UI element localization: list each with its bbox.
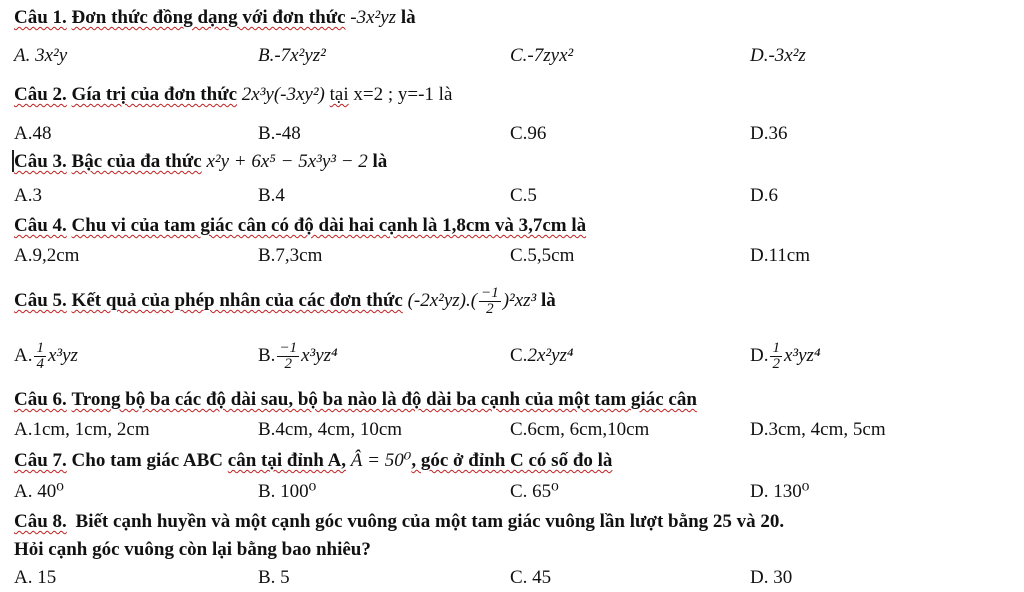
question-6-label: Câu 6. [14, 389, 67, 410]
question-4 [14, 214, 586, 238]
question-6-option-c[interactable]: C.6cm, 6cm,10cm [510, 419, 650, 440]
question-4-option-c[interactable]: C.5,5cm [510, 245, 575, 266]
question-1-option-b[interactable]: B.-7x²yz² [258, 45, 326, 66]
question-5-option-a-num: 1 [36, 340, 44, 357]
question-2-option-a[interactable]: A.48 [14, 123, 52, 144]
question-3-option-a[interactable]: A.3 [14, 185, 42, 206]
question-6-option-b[interactable]: B.4cm, 4cm, 10cm [258, 419, 403, 440]
question-8-label: Câu 8. [14, 511, 67, 532]
question-4-label: Câu 4. [14, 215, 67, 236]
question-1 [14, 6, 416, 30]
question-5-tail: là [541, 290, 556, 311]
question-3-option-d[interactable]: D.6 [750, 185, 778, 206]
question-4-option-b[interactable]: B.7,3cm [258, 245, 323, 266]
question-5-fraction-num: −1 [481, 285, 499, 302]
question-5 [14, 284, 556, 318]
question-5-option-b-num: −1 [279, 340, 298, 357]
question-3-option-c[interactable]: C.5 [510, 185, 537, 206]
question-3-options [0, 184, 1024, 208]
question-8 [14, 510, 784, 534]
question-2-tail: x=2 ; y=-1 là [353, 84, 453, 105]
question-5-option-c[interactable] [510, 338, 574, 374]
question-8-options [0, 566, 1024, 590]
question-6-option-a[interactable]: A.1cm, 1cm, 2cm [14, 419, 150, 440]
question-2-option-c[interactable]: C.96 [510, 123, 547, 144]
question-2-option-d[interactable]: D.36 [750, 123, 788, 144]
question-7-option-d[interactable]: D. 130⁰ [750, 481, 810, 502]
question-2-option-b[interactable]: B.-48 [258, 123, 301, 144]
question-5-option-b[interactable] [258, 338, 338, 374]
question-7-expression: Â = 50⁰ [350, 450, 412, 471]
question-6 [14, 388, 697, 412]
question-7-stem-3: , góc ở đỉnh C có số đo là [411, 450, 613, 471]
question-3-stem: Bậc của đa thức [71, 151, 202, 172]
question-5-option-b-fraction [277, 341, 299, 372]
question-7-option-b[interactable]: B. 100⁰ [258, 481, 317, 502]
question-5-expression-a: (-2x²yz).( [407, 290, 478, 311]
question-7-stem-2: cân tại đỉnh A, [227, 450, 347, 471]
question-7-option-c[interactable]: C. 65⁰ [510, 481, 559, 502]
question-8-stem-line-2: Hỏi cạnh góc vuông còn lại bằng bao nhiêu? [14, 539, 371, 560]
question-5-option-d-letter: D. [750, 345, 769, 366]
question-3-option-b[interactable]: B.4 [258, 185, 285, 206]
question-5-expression-b: )²xz³ [502, 290, 537, 311]
question-5-option-b-rest: x³yz⁴ [301, 345, 338, 366]
question-3-expression: x²y + 6x⁵ − 5x³y³ − 2 [206, 151, 368, 172]
question-4-option-d[interactable]: D.11cm [750, 245, 810, 266]
question-7 [14, 449, 612, 473]
question-6-stem: Trong bộ ba các độ dài sau, bộ ba nào là độ dài ba cạnh của một tam giác cân [71, 389, 697, 410]
question-5-fraction-den: 2 [486, 301, 494, 318]
question-3-tail: là [372, 151, 388, 172]
question-5-option-d[interactable] [750, 338, 821, 374]
question-5-label: Câu 5. [14, 290, 67, 311]
question-8-option-a[interactable]: A. 15 [14, 567, 57, 588]
question-1-option-d[interactable]: D.-3x²z [750, 45, 806, 66]
question-5-option-d-den: 2 [772, 356, 780, 373]
question-6-option-d[interactable]: D.3cm, 4cm, 5cm [750, 419, 886, 440]
question-4-stem: Chu vi của tam giác cân có độ dài hai cạnh là 1,8cm và 3,7cm là [71, 215, 587, 236]
question-3-label: Câu 3. [14, 151, 67, 172]
question-5-stem: Kết quả của phép nhân của các đơn thức [71, 290, 403, 311]
question-5-option-d-fraction [770, 341, 782, 372]
question-5-option-a-den: 4 [36, 356, 44, 373]
question-5-option-b-den: 2 [284, 356, 292, 373]
question-2-options [0, 122, 1024, 146]
question-3 [14, 150, 387, 174]
question-8-option-b[interactable]: B. 5 [258, 567, 290, 588]
question-1-options [0, 44, 1024, 68]
question-4-options [0, 244, 1024, 268]
question-7-label: Câu 7. [14, 450, 67, 471]
question-5-option-a[interactable] [14, 338, 78, 374]
question-1-tail: là [400, 7, 416, 28]
question-2 [14, 83, 452, 107]
question-1-label: Câu 1. [14, 7, 67, 28]
question-5-option-c-rest: 2x²yz⁴ [527, 345, 574, 366]
question-1-option-a[interactable]: A. 3x²y [14, 45, 68, 66]
question-5-option-a-rest: x³yz [47, 345, 78, 366]
question-8-line-2 [14, 538, 371, 562]
question-1-option-c[interactable]: C.-7zyx² [510, 45, 574, 66]
question-7-stem-1: Cho tam giác ABC [71, 450, 224, 471]
question-2-expression: 2x³y(-3xy²) [241, 84, 325, 105]
question-5-option-a-letter: A. [14, 345, 33, 366]
question-8-option-c[interactable]: C. 45 [510, 567, 552, 588]
question-5-option-b-letter: B. [258, 345, 276, 366]
question-2-label: Câu 2. [14, 84, 67, 105]
question-1-stem: Đơn thức đồng dạng với đơn thức [71, 7, 346, 28]
question-7-option-a[interactable]: A. 40⁰ [14, 481, 64, 502]
question-7-options [0, 480, 1024, 504]
question-8-stem: Biết cạnh huyền và một cạnh góc vuông của một tam giác vuông lần lượt bằng 25 và 20. [75, 511, 785, 532]
question-2-stem: Gía trị của đơn thức [71, 84, 238, 105]
question-2-tail-tai: tại [329, 84, 349, 105]
question-4-option-a[interactable]: A.9,2cm [14, 245, 80, 266]
question-8-option-d[interactable]: D. 30 [750, 567, 793, 588]
question-5-fraction [479, 286, 501, 317]
question-6-options [0, 418, 1024, 442]
question-5-option-c-letter: C. [510, 345, 528, 366]
question-5-option-a-fraction [34, 341, 46, 372]
question-5-option-d-rest: x³yz⁴ [783, 345, 821, 366]
question-5-option-d-num: 1 [772, 340, 780, 357]
question-1-expression: -3x²yz [350, 7, 397, 28]
question-5-options [0, 338, 1024, 374]
